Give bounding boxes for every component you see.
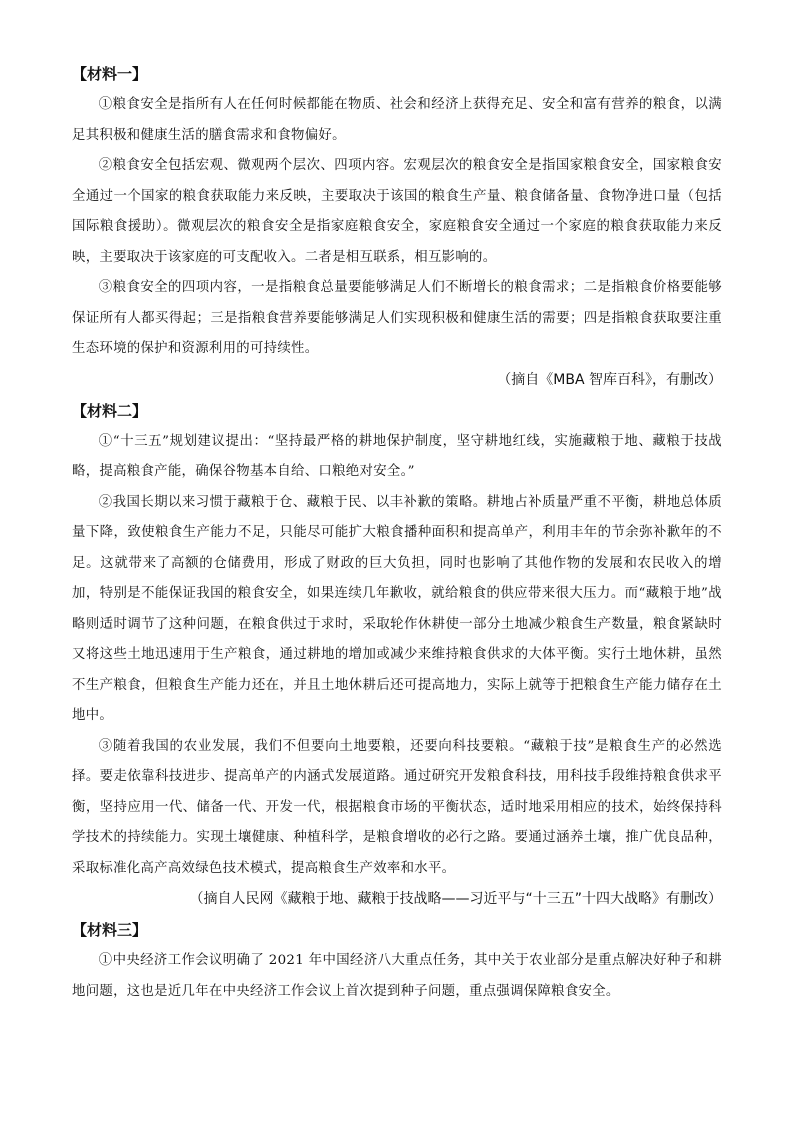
material-one-paragraph-2: ②粮食安全包括宏观、微观两个层次、四项内容。宏观层次的粮食安全是指国家粮食安全，国家粮食安全通过一个国家的粮食获取能力来反映，主要取决于该国的粮食生产量、粮食储备量、食物净进口量（包括国际粮食援助）。微观层次的粮食安全是指家庭粮食安全，家庭粮食安全通过一个家庭的粮食获取能力来反映，主要取决于该家庭的可支配收入。二者是相互联系，相互影响的。 (72, 158, 722, 265)
material-two-paragraph-3: ③随着我国的农业发展，我们不但要向土地要粮，还要向科技要粮。“藏粮于技”是粮食生产的必然选择。要走依靠科技进步、提高单产的内涵式发展道路。通过研究开发粮食科技，用科技手段维持粮食供求平衡，坚持应用一代、储备一代、开发一代，根据粮食市场的平衡状态，适时地采用相应的技术，始终保持科学技术的持续能力。实现土壤健康、种植科学，是粮食增收的必行之路。要通过涵养土壤，推广优良品种，采取标准化高产高效绿色技术模式，提高粮食生产效率和水平。 (72, 738, 722, 876)
material-two-heading: 【材料二】 (72, 401, 148, 420)
document-page (72, 62, 722, 1007)
material-one-source: （摘自《MBA 智库百科》，有删改） (497, 371, 722, 388)
material-three-heading: 【材料三】 (72, 921, 148, 939)
material-one-paragraph-1: ①粮食安全是指所有人在任何时候都能在物质、社会和经济上获得充足、安全和富有营养的粮食，以满足其积极和健康生活的膳食需求和食物偏好。 (72, 97, 722, 143)
material-three-section (72, 918, 722, 1007)
material-two-section (72, 399, 722, 913)
material-two-paragraph-2: ②我国长期以来习惯于藏粮于仓、藏粮于民、以丰补歉的策略。耕地占补质量严重不平衡，耕地总体质量下降，致使粮食生产能力不足，只能尽可能扩大粮食播种面积和提高单产，利用丰年的节余弥补歉年的不足。这就带来了高额的仓储费用，形成了财政的巨大负担，同时也影响了其他作物的发展和农民收入的增加，特别是不能保证我国的粮食安全，如果连续几年歉收，就给粮食的供应带来很大压力。而“藏粮于地”战略则适时调节了这种问题，在粮食供过于求时，采取轮作休耕使一部分土地减少粮食生产数量，粮食紧缺时又将这些土地迅速用于生产粮食，通过耕地的增加或减少来维持粮食供求的大体平衡。实行土地休耕，虽然不生产粮食，但粮食生产能力还在，并且土地休耕后还可提高地力，实际上就等于把粮食生产能力储存在土地中。 (72, 494, 722, 723)
material-one-paragraph-3: ③粮食安全的四项内容，一是指粮食总量要能够满足人们不断增长的粮食需求；二是指粮食价格要能够保证所有人都买得起；三是指粮食营养要能够满足人们实现积极和健康生活的需要；四是指粮食获取要注重生态环境的保护和资源利用的可持续性。 (72, 280, 722, 356)
material-two-paragraph-1: ①“十三五”规划建议提出：“坚持最严格的耕地保护制度，坚守耕地红线，实施藏粮于地、藏粮于技战略，提高粮食产能，确保谷物基本自给、口粮绝对安全。” (72, 433, 722, 479)
material-one-section (72, 62, 722, 393)
material-one-heading: 【材料一】 (72, 65, 148, 83)
material-two-source: （摘自人民网《藏粮于地、藏粮于技战略——习近平与“十三五”十四大战略》有删改） (189, 891, 722, 907)
material-three-paragraph-1: ①中央经济工作会议明确了 2021 年中国经济八大重点任务，其中关于农业部分是重点解决好种子和耕地问题，这也是近几年在中央经济工作会议上首次提到种子问题，重点强调保障粮食安全。 (72, 953, 722, 999)
